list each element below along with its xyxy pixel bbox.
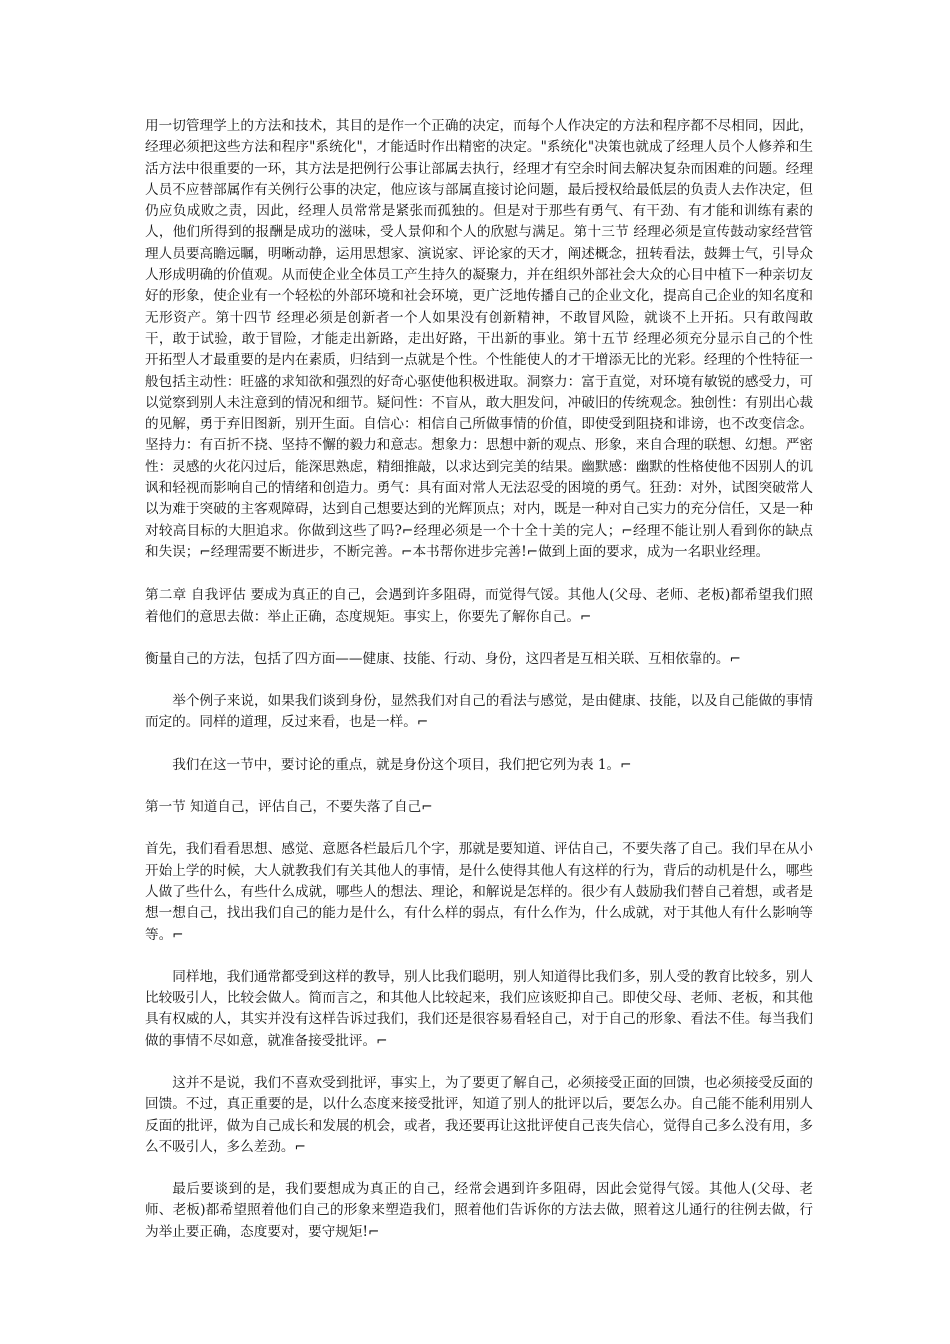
paragraph-self-belittling: 同样地，我们通常都受到这样的教导，别人比我们聪明，别人知道得比我们多，别人受的教育比较多，别人比较吸引人，比较会做人。简而言之，和其他人比较起来，我们应该贬抑自己。即使父母、老师、老板，和其他具有权威的人，其实并没有这样告诉过我们，我们还是很容易看轻自己，对于自己的形象、看法不佳。每当我们做的事情不尽如意，就准备接受批评。⌐ (145, 968, 813, 1049)
paragraph-table-reference: 我们在这一节中，要讨论的重点，就是身份这个项目，我们把它列为表 1。⌐ (172, 756, 632, 773)
paragraph-identity-example: 举个例子来说，如果我们谈到身份，显然我们对自己的看法与感觉，是由健康、技能，以及自己能做的事情而定的。同样的道理，反过来看，也是一样。⌐ (145, 693, 813, 731)
paragraph-know-yourself: 首先，我们看看思想、感觉、意愿各栏最后几个字，那就是要知道、评估自己，不要失落了自己。我们早在从小开始上学的时候，大人就教我们有关其他人的事情，是什么使得其他人有这样的行为，背后的动机是什么，哪些人做了些什么，有些什么成就，哪些人的想法、理论，和解说是怎样的。很少有人鼓励我们替自己着想，或者是想一想自己，找出我们自己的能力是什么，有什么样的弱点，有什么作为，什么成就，对于其他人有什么影响等等。⌐ (145, 841, 813, 943)
paragraph-obstacles: 最后要谈到的是，我们要想成为真正的自己，经常会遇到许多阻碍，因此会觉得气馁。其他人(父母、老师、老板)都希望照着他们自己的形象来塑造我们，照着他们告诉你的方法去做，照着这儿通行的往例去做，行为举止要正确，态度要对，要守规矩!⌐ (145, 1181, 813, 1240)
chapter-two-heading-paragraph: 第二章 自我评估 要成为真正的自己，会遇到许多阻碍，而觉得气馁。其他人(父母、老师、老板)都希望我们照着他们的意思去做：举止正确，态度规矩。事实上，你要先了解你自己。⌐ (145, 587, 813, 625)
paragraph-accepting-criticism: 这并不是说，我们不喜欢受到批评，事实上，为了要更了解自己，必须接受正面的回馈，也必须接受反面的回馈。不过，真正重要的是，以什么态度来接受批评，知道了别人的批评以后，要怎么办。自己能不能利用别人反面的批评，做为自己成长和发展的机会，或者，我还要再让这批评使自己丧失信心，觉得自己多么没有用，多么不吸引人，多么差劲。⌐ (145, 1074, 813, 1155)
paragraph-four-aspects: 衡量自己的方法，包括了四方面——健康、技能、行动、身份，这四者是互相关联、互相依靠的。⌐ (145, 650, 741, 667)
paragraph-management-decisions: 用一切管理学上的方法和技术，其目的是作一个正确的决定，而每个人作决定的方法和程序都不尽相同，因此，经理必须把这些方法和程序"系统化"，才能适时作出精密的决定。"系统化"决策也就成了经理人员个人修养和生活方法中很重要的一环，其方法是把例行公事让部属去执行，经理才有空余时间去解决复杂而困难的问题。经理人员不应替部属作有关例行公事的决定，他应该与部属直接讨论问题，最后授权给最低层的负责人去作决定，但仍应负成败之责，因此，经理人员常常是紧张而孤独的。但是对于那些有勇气、有干劲、有才能和训练有素的人，他们所得到的报酬是成功的滋味，受人景仰和个人的欣慰与满足。第十三节 经理必须是宣传鼓动家经营管理人员要高瞻远瞩，明晰动静，运用思想家、演说家、评论家的天才，阐述概念，扭转看法，鼓舞士气，引导众人形成明确的价值观。从而使企业全体员工产生持久的凝聚力，并在组织外部社会大众的心目中植下一种亲切友好的形象，使企业有一个轻松的外部环境和社会环境，更广泛地传播自己的企业文化，提高自己企业的知名度和无形资产。第十四节 经理必须是创新者一个人如果没有创新精神，不敢冒风险，就谈不上开拓。只有敢闯敢干，敢于试验，敢于冒险，才能走出新路，走出好路，干出新的事业。第十五节 经理必须充分显示自己的个性开拓型人才最重要的是内在素质，归结到一点就是个性。个性能使人的才干增添无比的光彩。经理的个性特征一般包括主动性：旺盛的求知欲和强烈的好奇心驱使他积极进取。洞察力：富于直觉，对环境有敏锐的感受力，可以觉察到别人未注意到的情况和细节。疑问性：不盲从，敢大胆发问，冲破旧的传统观念。独创性：有别出心裁的见解，勇于弃旧图新，别开生面。自信心：相信自己所做事情的价值，即使受到阻挠和诽谤，也不改变信念。坚持力：有百折不挠、坚持不懈的毅力和意志。想象力：思想中新的观点、形象，来自合理的联想、幻想。严密性：灵感的火花闪过后，能深思熟虑，精细推敲，以求达到完美的结果。幽默感：幽默的性格使他不因别人的讥讽和轻视而影响自己的情绪和创造力。勇气：具有面对常人无法忍受的困境的勇气。狂劲：对外，试图突破常人以为难于突破的主客观障碍，达到自己想要达到的光辉顶点；对内，既是一种对自己实力的充分信任，又是一种对较高目标的大胆追求。你做到这些了吗?⌐经理必须是一个十全十美的完人；⌐经理不能让别人看到你的缺点和失误；⌐经理需要不断进步，不断完善。⌐本书帮你进步完善!⌐做到上面的要求，成为一名职业经理。 (145, 118, 813, 560)
section-one-heading: 第一节 知道自己，评估自己，不要失落了自己⌐ (145, 799, 433, 816)
document-page (145, 116, 813, 1264)
